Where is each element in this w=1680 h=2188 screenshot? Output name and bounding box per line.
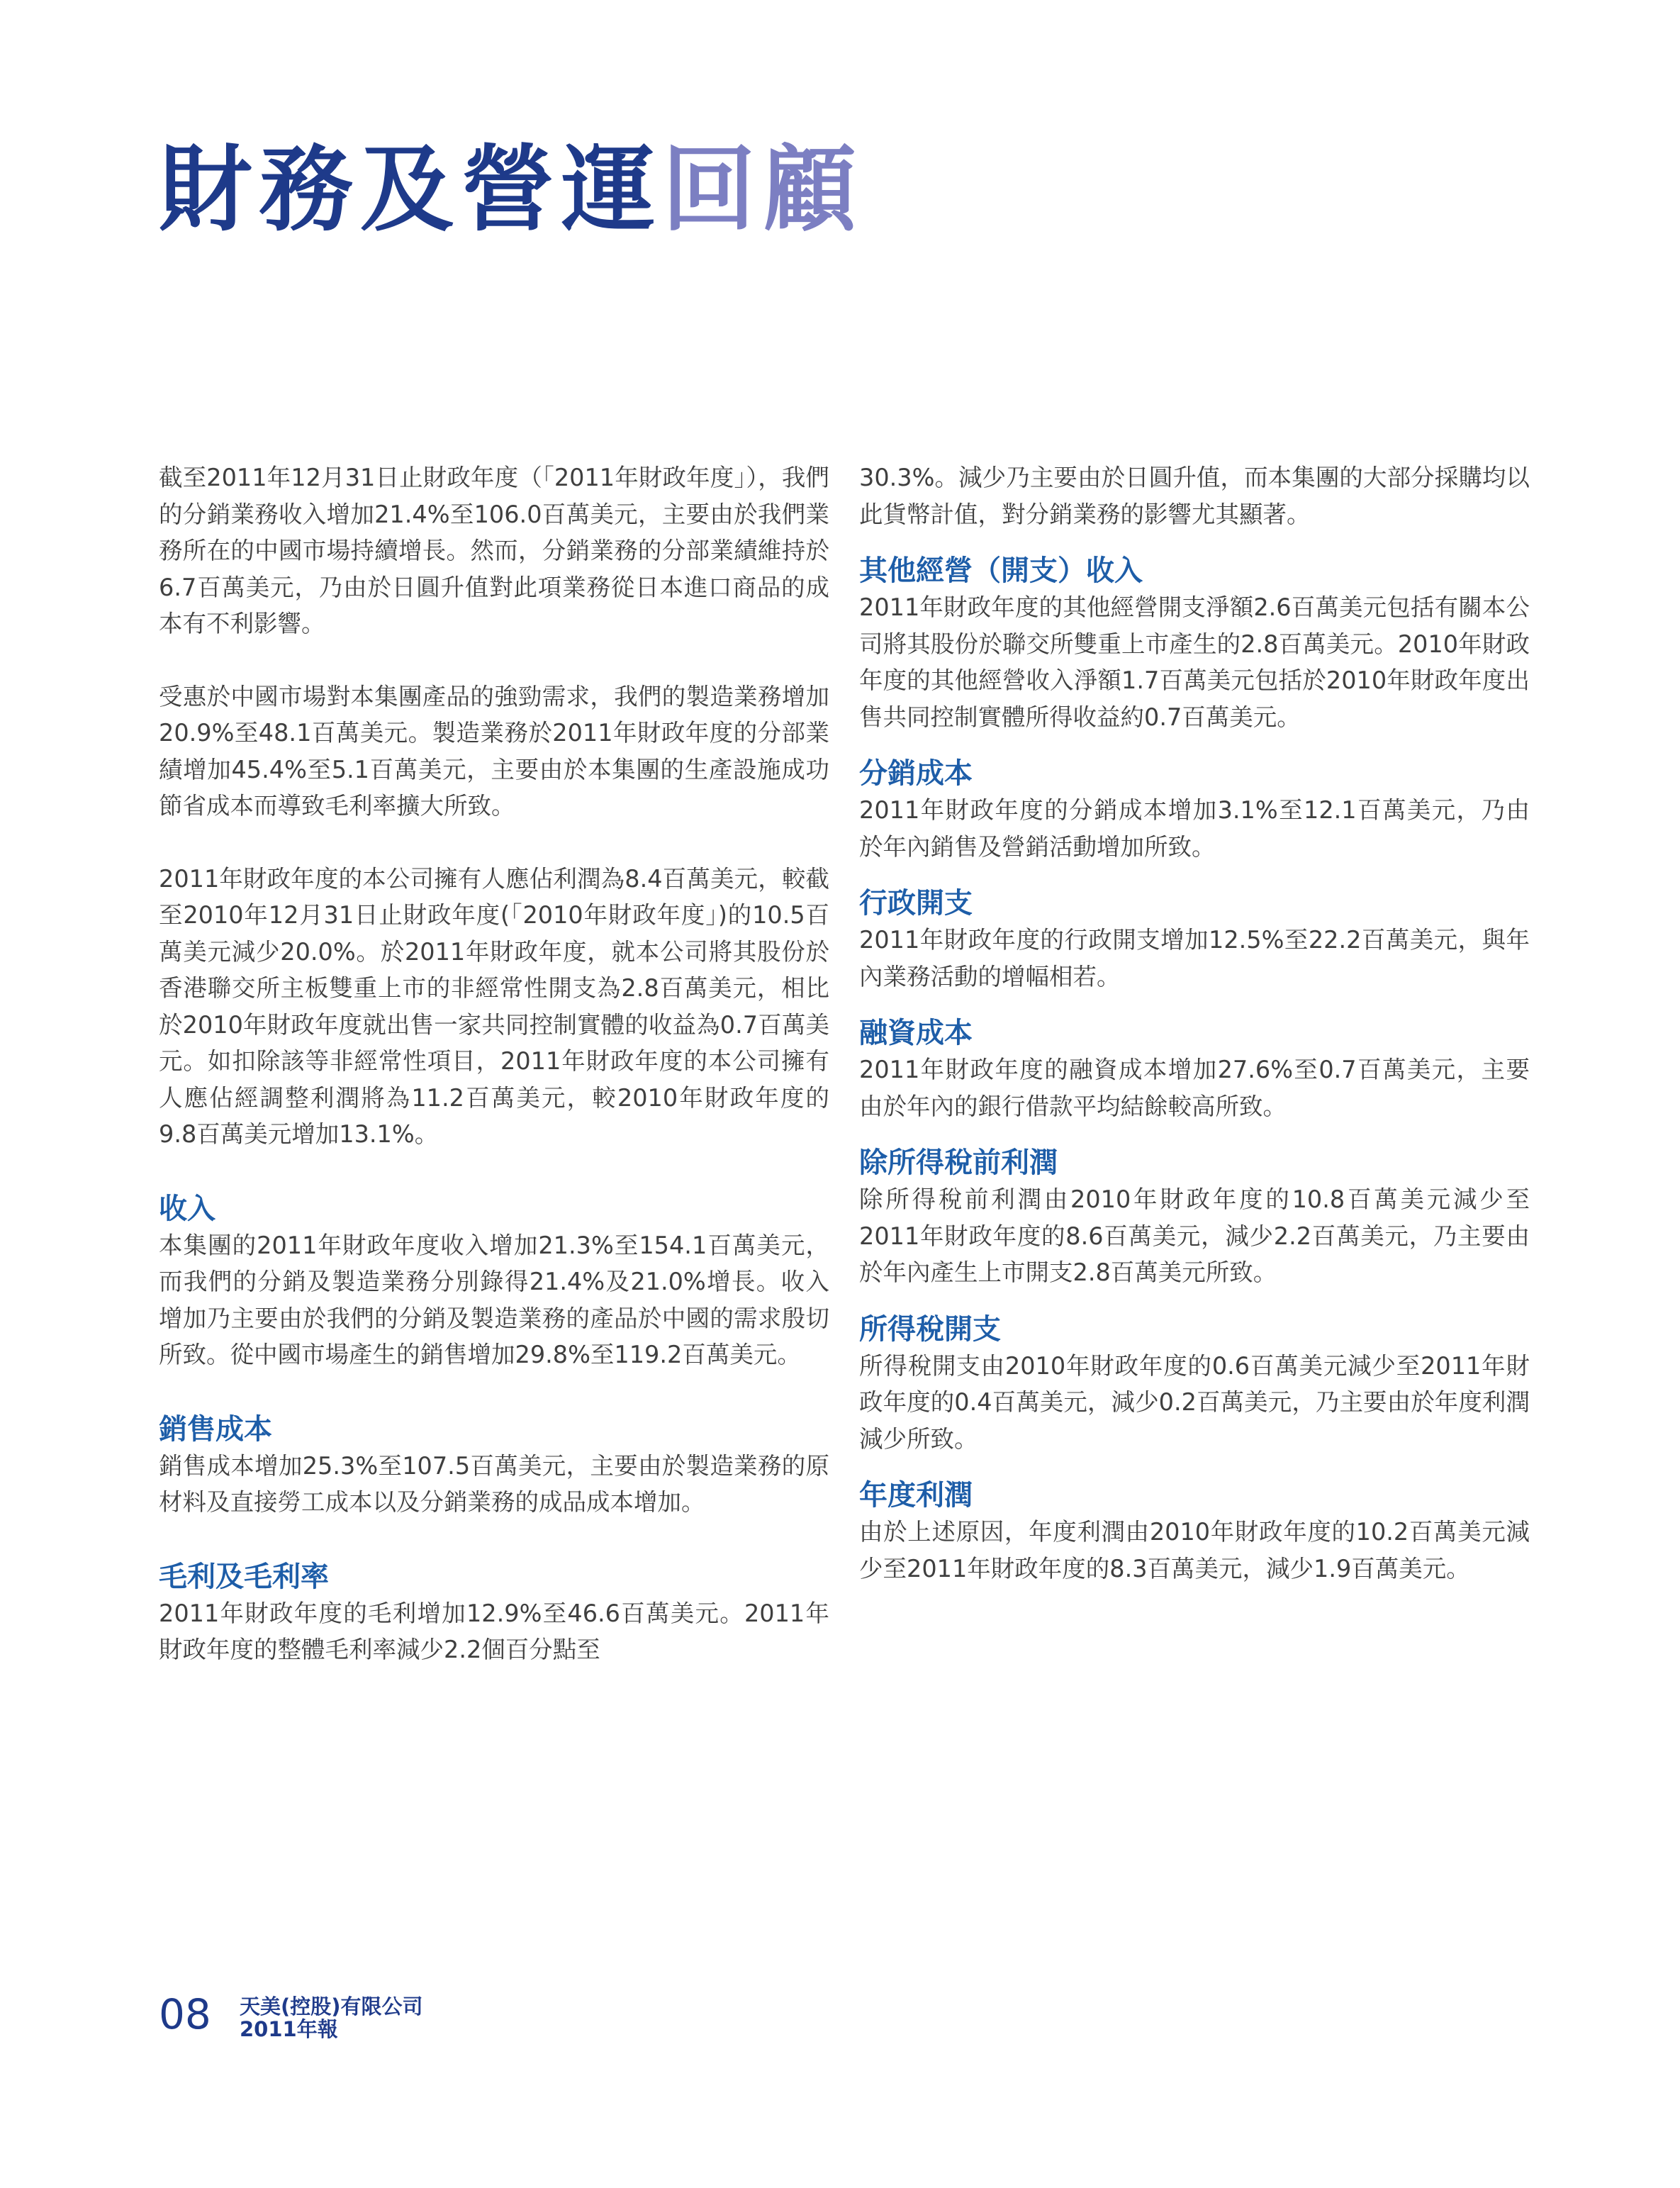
profit-before-tax-paragraph: 除所得稅前利潤由2010年財政年度的10.8百萬美元減少至2011年財政年度的8.6百萬美元，減少2.2百萬美元，乃主要由於年內產生上市開支2.8百萬美元所致。	[859, 1185, 1530, 1286]
page-title	[159, 135, 863, 245]
admin-expenses-paragraph: 2011年財政年度的行政開支增加12.5%至22.2百萬美元，與年內業務活動的增幅相若。	[859, 926, 1530, 990]
page-title-secondary: 回顧	[662, 135, 863, 245]
other-operating-paragraph: 2011年財政年度的其他經營開支淨額2.6百萬美元包括有關本公司將其股份於聯交所雙重上市產生的2.8百萬美元。2010年財政年度的其他經營收入淨額1.7百萬美元包括於2010年財政年度出售共同控制實體所得收益約0.7百萬美元。	[859, 593, 1530, 731]
gross-profit-paragraph: 2011年財政年度的毛利增加12.9%至46.6百萬美元。2011年財政年度的整體毛利率減少2.2個百分點至	[159, 1599, 829, 1663]
section-heading-finance-costs: 融資成本	[859, 1017, 973, 1049]
section-heading-cost-of-sales: 銷售成本	[159, 1412, 272, 1446]
income-tax-paragraph: 所得稅開支由2010年財政年度的0.6百萬美元減少至2011年財政年度的0.4百萬美元，減少0.2百萬美元，乃主要由於年度利潤減少所致。	[859, 1351, 1530, 1453]
page-number: 08	[159, 1990, 211, 2038]
section-heading-income-tax: 所得稅開支	[859, 1312, 1001, 1346]
revenue-paragraph: 本集團的2011年財政年度收入增加21.3%至154.1百萬美元，而我們的分銷及製造業務分別錄得21.4%及21.0%增長。收入增加乃主要由於我們的分銷及製造業務的產品於中國的需求殷切所致。從中國市場產生的銷售增加29.8%至119.2百萬美元。	[159, 1231, 829, 1368]
section-heading-admin-expenses: 行政開支	[859, 887, 973, 920]
left-column	[159, 459, 829, 1668]
cost-of-sales-paragraph: 銷售成本增加25.3%至107.5百萬美元，主要由於製造業務的原材料及直接勞工成本以及分銷業務的成品成本增加。	[159, 1451, 829, 1516]
section-heading-gross-profit: 毛利及毛利率	[159, 1560, 329, 1593]
profit-for-year-paragraph: 由於上述原因，年度利潤由2010年財政年度的10.2百萬美元減少至2011年財政年度的8.3百萬美元，減少1.9百萬美元。	[859, 1518, 1530, 1583]
company-name: 天美(控股)有限公司	[240, 1994, 423, 2019]
manufacturing-paragraph: 受惠於中國市場對本集團產品的強勁需求，我們的製造業務增加20.9%至48.1百萬美元。製造業務於2011年財政年度的分部業績增加45.4%至5.1百萬美元，主要由於本集團的生產設施成功節省成本而導致毛利率擴大所致。	[159, 682, 829, 820]
finance-costs-paragraph: 2011年財政年度的融資成本增加27.6%至0.7百萬美元，主要由於年內的銀行借款平均結餘較高所致。	[859, 1056, 1530, 1120]
report-title: 2011年報	[240, 2017, 338, 2041]
intro-distribution-paragraph: 截至2011年12月31日止財政年度（「2011年財政年度」），我們的分銷業務收入增加21.4%至106.0百萬美元，主要由於我們業務所在的中國市場持續增長。然而，分銷業務的分部業績維持於6.7百萬美元，乃由於日圓升值對此項業務從日本進口商品的成本有不利影響。	[159, 464, 829, 637]
right-column	[859, 459, 1530, 1587]
profit-attributable-paragraph: 2011年財政年度的本公司擁有人應佔利潤為8.4百萬美元，較截至2010年12月31日止財政年度(「2010年財政年度」)的10.5百萬美元減少20.0%。於2011年財政年度，就本公司將其股份於香港聯交所主板雙重上市的非經常性開支為2.8百萬美元，相比於2010年財政年度就出售一家共同控制實體的收益為0.7百萬美元。如扣除該等非經常性項目，2011年財政年度的本公司擁有人應佔經調整利潤將為11.2百萬美元，較2010年財政年度的9.8百萬美元增加13.1%。	[159, 864, 829, 1148]
distribution-costs-paragraph: 2011年財政年度的分銷成本增加3.1%至12.1百萬美元，乃由於年內銷售及營銷活動增加所致。	[859, 796, 1530, 861]
section-heading-distribution-costs: 分銷成本	[859, 757, 973, 790]
section-heading-other-operating: 其他經營（開支）收入	[859, 554, 1143, 587]
page-title-primary: 財務及營運	[159, 135, 662, 245]
section-heading-profit-for-year: 年度利潤	[859, 1479, 973, 1512]
gross-margin-continued-paragraph: 30.3%。減少乃主要由於日圓升值，而本集團的大部分採購均以此貨幣計值，對分銷業務的影響尤其顯著。	[859, 464, 1530, 528]
section-heading-revenue: 收入	[159, 1192, 215, 1225]
section-heading-profit-before-tax: 除所得稅前利潤	[859, 1146, 1058, 1179]
